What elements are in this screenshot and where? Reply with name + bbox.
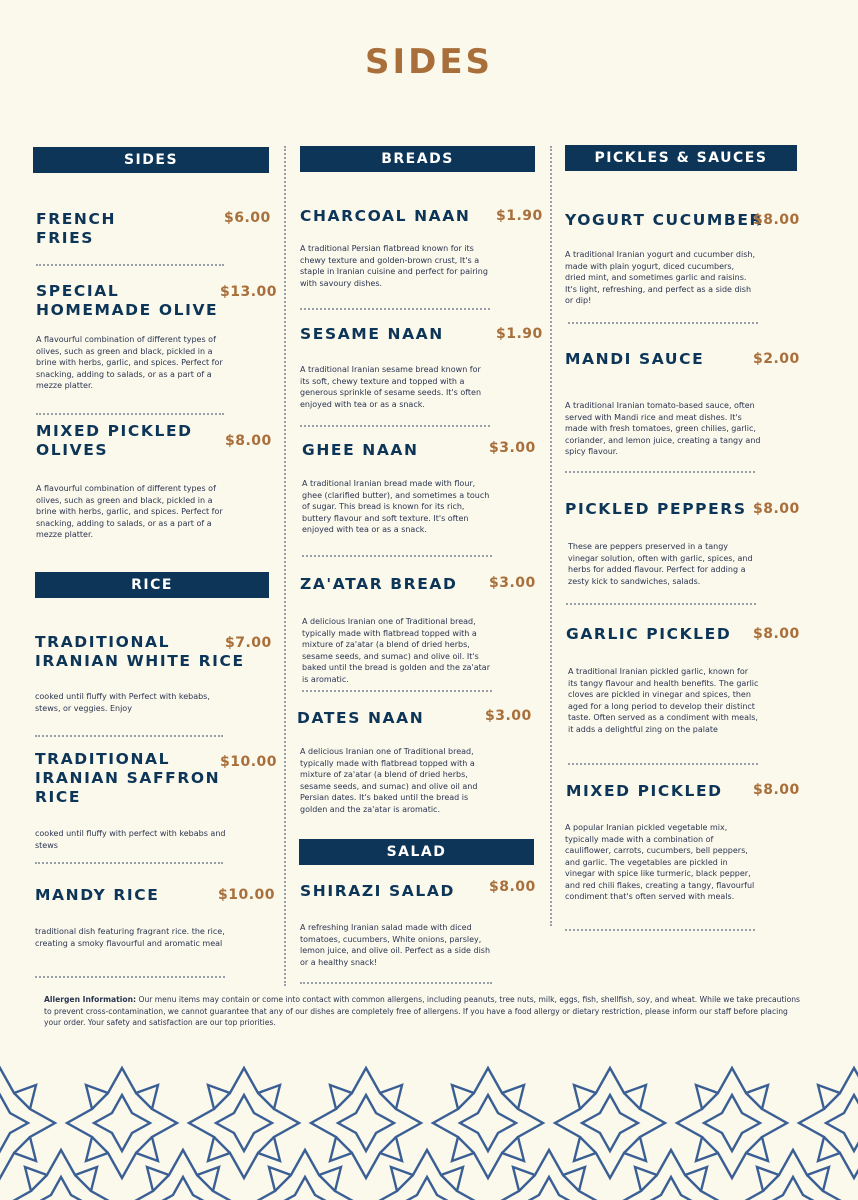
rice-header: RICE xyxy=(35,572,269,598)
allergen-label: Allergen Information: xyxy=(44,995,137,1004)
menu-item-description: traditional dish featuring fragrant rice. the rice, creating a smoky flavourful and aromatic meal xyxy=(35,927,225,948)
item-divider xyxy=(36,264,224,266)
menu-item-price: $7.00 xyxy=(225,635,272,651)
menu-item-description: cooked until fluffy with Perfect with kebabs, stews, or veggies. Enjoy xyxy=(35,692,210,713)
menu-item-name: MIXED PICKLED xyxy=(566,782,723,800)
menu-item-price: $10.00 xyxy=(220,754,278,770)
item-divider xyxy=(35,976,225,978)
item-divider xyxy=(565,929,755,931)
geometric-pattern-decoration xyxy=(0,1045,858,1200)
menu-item-price: $13.00 xyxy=(220,284,278,300)
sides-header: SIDES xyxy=(33,147,269,173)
menu-item-description: These are peppers preserved in a tangy vinegar solution, often with garlic, spices, and herbs for added flavour. Perfect for adding a zesty kick to sandwiches, salads. xyxy=(568,542,753,586)
column-divider xyxy=(550,146,552,926)
allergen-information xyxy=(44,994,804,1029)
menu-item-description: A flavourful combination of different types of olives, such as green and black, pickled in a brine with herbs, garlic, and spices. Perfect for snacking, adding to salads, or as a part of a mezze platter. xyxy=(36,335,223,390)
menu-item-price: $10.00 xyxy=(218,887,276,903)
menu-item-price: $8.00 xyxy=(753,212,800,228)
menu-item-price: $8.00 xyxy=(489,879,536,895)
allergen-text: Our menu items may contain or come into contact with common allergens, including peanuts, tree nuts, milk, eggs, fish, shellfish, soy, and wheat. While we take precautions to prevent cross-contamination, we cannot guarantee that any of our dishes are completely free of allergens. If you have a food allergy or dietary restriction, please inform our staff before placing your order. Your safety and satisfaction are our top priorities. xyxy=(44,995,800,1027)
menu-item-name: CHARCOAL NAAN xyxy=(300,207,471,225)
item-divider xyxy=(565,471,755,473)
menu-item-name: GARLIC PICKLED xyxy=(566,625,732,643)
menu-item-price: $8.00 xyxy=(225,433,272,449)
menu-item-price: $3.00 xyxy=(489,575,536,591)
menu-item-description: A refreshing Iranian salad made with diced tomatoes, cucumbers, White onions, parsley, lemon juice, and olive oil. Perfect as a side dish or a healthy snack! xyxy=(300,923,491,967)
menu-item-price: $6.00 xyxy=(224,210,271,226)
pickles-header: PICKLES & SAUCES xyxy=(565,145,797,171)
menu-item-name: MANDY RICE xyxy=(35,886,160,904)
item-divider xyxy=(300,982,492,984)
item-divider xyxy=(568,322,758,324)
menu-item-description: A popular Iranian pickled vegetable mix, typically made with a combination of cauliflower, carrots, cucumbers, bell peppers, and garlic. The vegetables are pickled in vinegar with spice like turmeric, black pepper, and red chili flakes, creating a tangy, flavourful condiment that's often served with meals. xyxy=(565,823,755,901)
menu-item-name: PICKLED PEPPERS xyxy=(565,500,747,518)
menu-item-price: $8.00 xyxy=(753,782,800,798)
salad-header: SALAD xyxy=(299,839,534,865)
menu-item-price: $8.00 xyxy=(753,501,800,517)
page-title: SIDES xyxy=(364,42,494,82)
menu-item-name: FRENCH FRIES xyxy=(36,210,117,247)
breads-header: BREADS xyxy=(300,146,535,172)
menu-item-description: A delicious Iranian one of Traditional bread, typically made with flatbread topped with a mixture of za'atar (a blend of dried herbs, sesame seeds, and sumac) and olive oil and Persian dates. It's baked until the bread is golden and the za'atar is aromatic. xyxy=(300,747,478,814)
menu-item-name: YOGURT CUCUMBER xyxy=(565,211,764,229)
menu-item-price: $2.00 xyxy=(753,351,800,367)
menu-item-description: A traditional Iranian pickled garlic, known for its tangy flavour and health benefits. The garlic cloves are pickled in vinegar and spices, then aged for a long period to develop their distinct taste. Often served as a condiment with meals, it adds a delightful zing on the palate xyxy=(568,667,759,734)
menu-item-description: A traditional Iranian bread made with flour, ghee (clarified butter), and sometimes a touch of sugar. This bread is known for its rich, buttery flavour and soft texture. It's often enjoyed with tea or as a snack. xyxy=(302,479,490,534)
menu-item-description: A traditional Persian flatbread known for its chewy texture and golden-brown crust, It's a staple in Iranian cuisine and perfect for pairing with savoury dishes. xyxy=(300,244,488,288)
item-divider xyxy=(566,603,756,605)
item-divider xyxy=(302,555,492,557)
item-divider xyxy=(300,425,490,427)
item-divider xyxy=(300,308,490,310)
menu-item-name: ZA'ATAR BREAD xyxy=(300,575,458,593)
menu-item-price: $3.00 xyxy=(485,708,532,724)
item-divider xyxy=(568,763,758,765)
menu-item-name: TRADITIONAL IRANIAN WHITE RICE xyxy=(35,633,245,670)
menu-item-name: SHIRAZI SALAD xyxy=(300,882,455,900)
menu-item-price: $1.90 xyxy=(496,326,543,342)
menu-item-description: A traditional Iranian yogurt and cucumber dish, made with plain yogurt, diced cucumbers, dried mint, and sometimes garlic and raisins. It's light, refreshing, and perfect as a side dish or dip! xyxy=(565,250,755,305)
menu-item-name: TRADITIONAL IRANIAN SAFFRON RICE xyxy=(35,750,221,806)
menu-item-name: MIXED PICKLED OLIVES xyxy=(36,422,193,459)
column-divider xyxy=(284,146,286,986)
menu-item-description: A traditional Iranian tomato-based sauce, often served with Mandi rice and meat dishes. It's made with fresh tomatoes, green chilies, garlic, coriander, and lemon juice, creating a tangy and spicy flavour. xyxy=(565,401,761,456)
menu-item-name: SPECIAL HOMEMADE OLIVE xyxy=(36,282,219,319)
menu-item-description: A traditional Iranian sesame bread known for its soft, chewy texture and topped with a generous sprinkle of sesame seeds. It's often enjoyed with tea or as a snack. xyxy=(300,365,482,409)
menu-item-price: $1.90 xyxy=(496,208,543,224)
menu-item-description: A flavourful combination of different types of olives, such as green and black, pickled in a brine with herbs, garlic, and spices. Perfect for snacking, adding to salads, or as a part of a mezze platter. xyxy=(36,484,223,539)
item-divider xyxy=(35,735,223,737)
menu-item-name: DATES NAAN xyxy=(297,709,425,727)
menu-item-description: cooked until fluffy with perfect with kebabs and stews xyxy=(35,829,226,850)
item-divider xyxy=(302,690,492,692)
menu-item-name: GHEE NAAN xyxy=(302,441,419,459)
menu-item-name: MANDI SAUCE xyxy=(565,350,705,368)
menu-item-name: SESAME NAAN xyxy=(300,325,444,343)
menu-item-price: $8.00 xyxy=(753,626,800,642)
menu-item-description: A delicious Iranian one of Traditional bread, typically made with flatbread topped with a mixture of za'atar (a blend of dried herbs, sesame seeds, and sumac) and olive oil. It's baked until the bread is golden and the za'atar is aromatic. xyxy=(302,617,490,684)
menu-item-price: $3.00 xyxy=(489,440,536,456)
item-divider xyxy=(36,413,224,415)
item-divider xyxy=(35,862,223,864)
